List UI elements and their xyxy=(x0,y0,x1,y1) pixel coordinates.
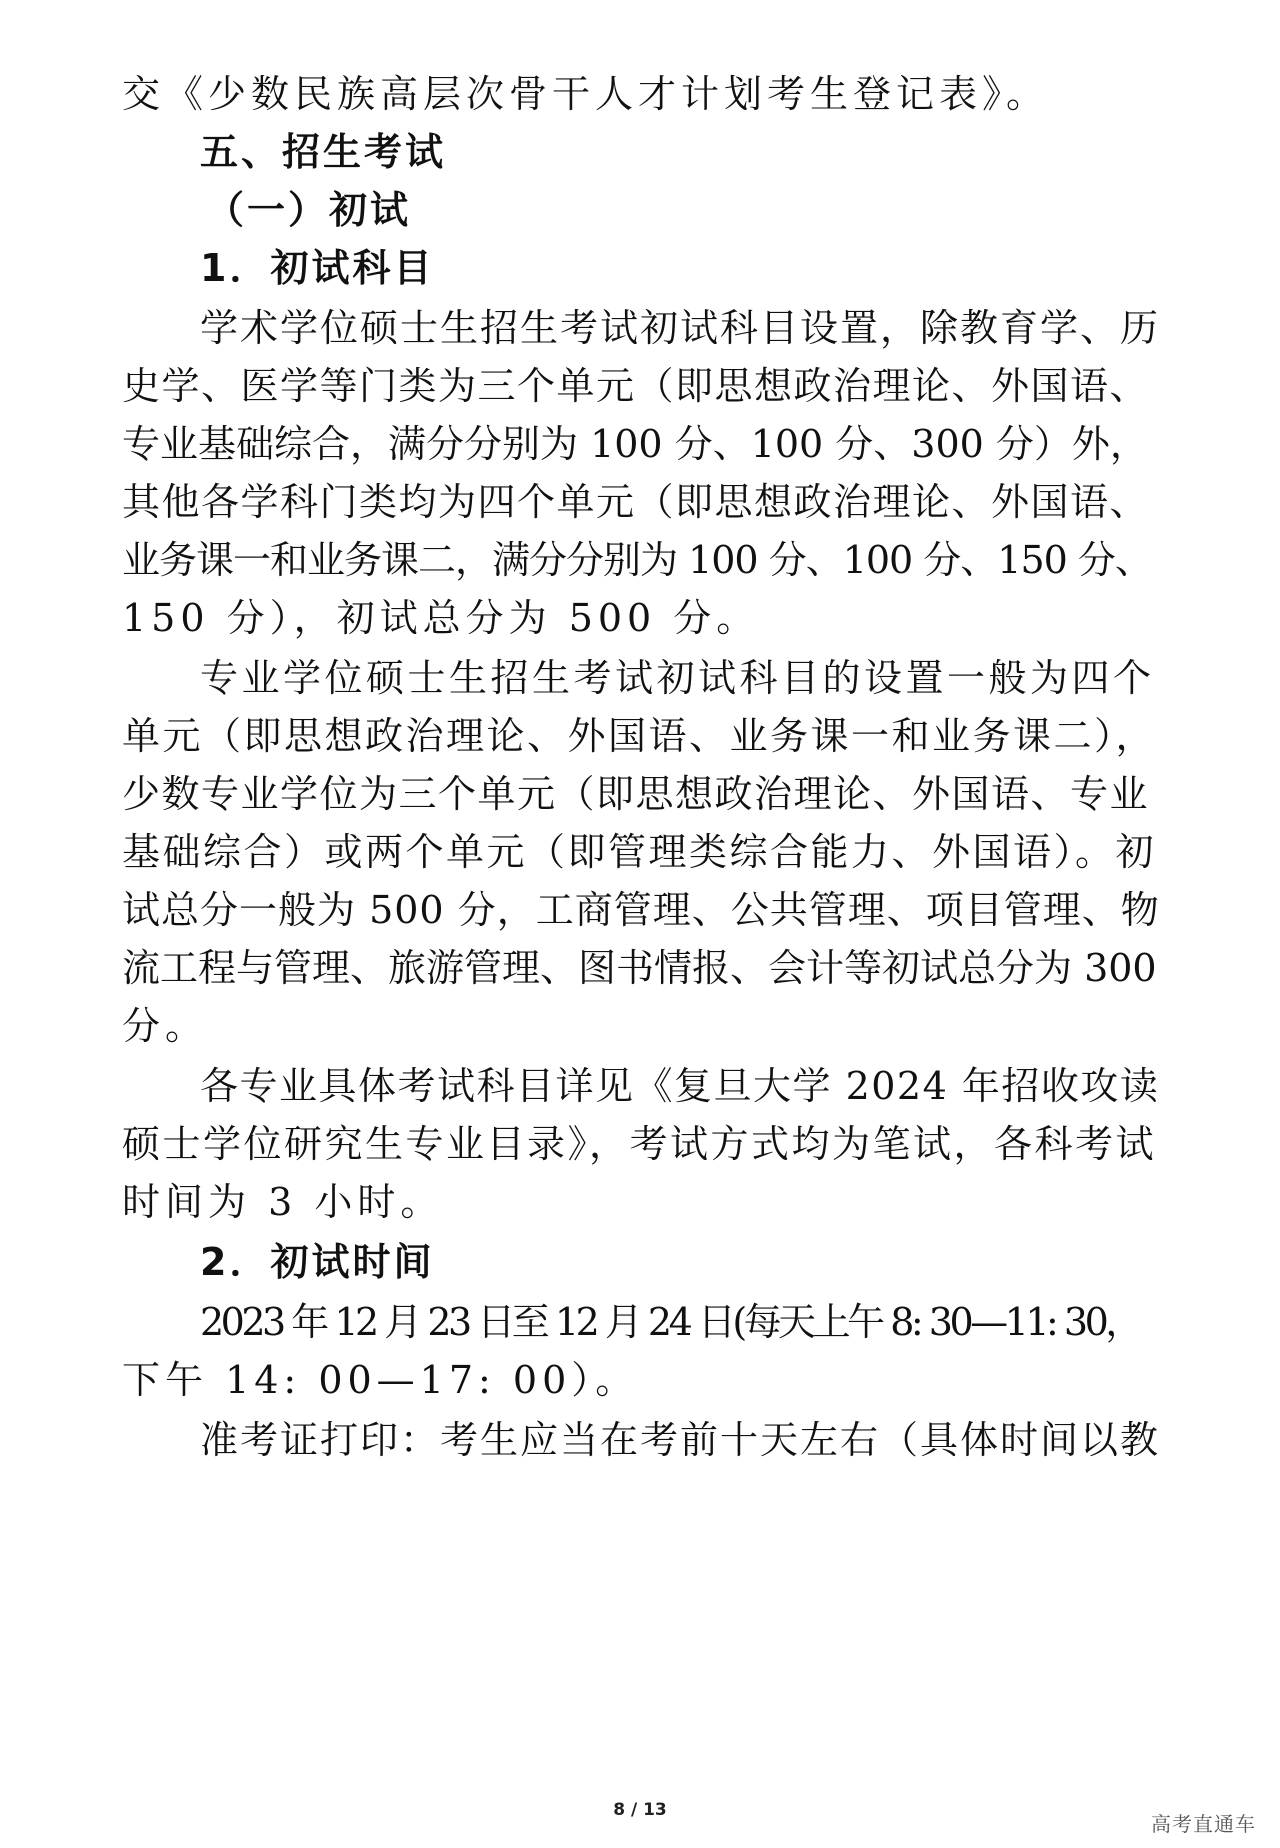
paragraph-line: 少数专业学位为三个单元（即思想政治理论、外国语、专业 xyxy=(122,772,1150,816)
paragraph-line: 交《少数民族高层次骨干人才计划考生登记表》。 xyxy=(122,72,1050,116)
paragraph-line: 2023 年 12 月 23 日至 12 月 24 日(每天上午 8: 30—11: 30， xyxy=(200,1300,1140,1344)
paragraph-line: 试总分一般为 500 分，工商管理、公共管理、项目管理、物 xyxy=(122,888,1160,932)
paragraph-line: 流工程与管理、旅游管理、图书情报、会计等初试总分为 300 xyxy=(122,946,1157,990)
paragraph-line: 单元（即思想政治理论、外国语、业务课一和业务课二）， xyxy=(122,714,1157,758)
paragraph-line: 业务课一和业务课二，满分分别为 100 分、100 分、150 分、 xyxy=(122,538,1152,582)
paragraph-line: 各专业具体考试科目详见《复旦大学 2024 年招收攻读 xyxy=(200,1064,1160,1108)
page-number: 8 / 13 xyxy=(613,1800,667,1820)
paragraph-line: 专业基础综合，满分分别为 100 分、100 分、300 分）外， xyxy=(122,422,1148,466)
paragraph-line: 150 分），初试总分为 500 分。 xyxy=(122,596,760,640)
paragraph-line: 其他各学科门类均为四个单元（即思想政治理论、外国语、 xyxy=(122,480,1150,524)
subsection-heading: （一）初试 xyxy=(206,188,412,232)
paragraph-line: 硕士学位研究生专业目录》，考试方式均为笔试，各科考试 xyxy=(122,1122,1157,1166)
paragraph-line: 学术学位硕士生招生考试初试科目设置，除教育学、历 xyxy=(200,306,1161,350)
paragraph-line: 史学、医学等门类为三个单元（即思想政治理论、外国语、 xyxy=(122,364,1150,408)
paragraph-line: 分。 xyxy=(122,1004,209,1048)
section-heading: 五、招生考试 xyxy=(200,130,447,174)
paragraph-line: 下午 14: 00—17: 00）。 xyxy=(122,1358,639,1402)
paragraph-line: 基础综合）或两个单元（即管理类综合能力、外国语）。初 xyxy=(122,830,1157,874)
item-heading: 2．初试时间 xyxy=(200,1240,435,1284)
paragraph-line: 准考证打印：考生应当在考前十天左右（具体时间以教 xyxy=(200,1418,1161,1462)
paragraph-line: 时间为 3 小时。 xyxy=(122,1180,444,1224)
watermark-text: 高考直通车 xyxy=(1151,1812,1256,1836)
paragraph-line: 专业学位硕士生招生考试初试科目的设置一般为四个 xyxy=(200,656,1155,700)
item-heading: 1．初试科目 xyxy=(200,246,435,290)
